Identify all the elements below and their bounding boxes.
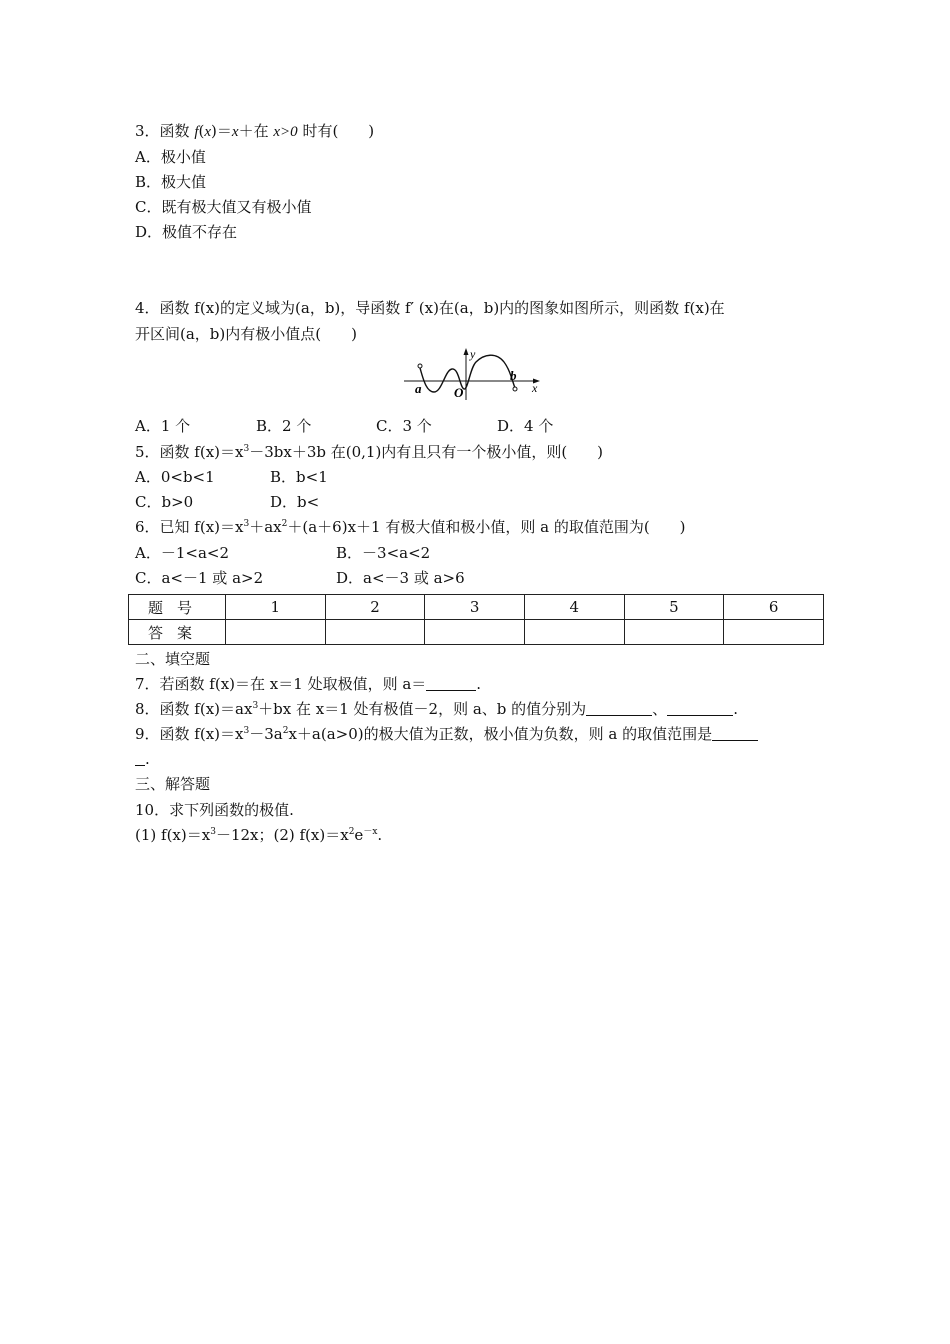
answer-cell[interactable] [724, 620, 824, 645]
q4-stem-line2: 开区间(a，b)内有极小值点( ) [135, 325, 357, 343]
section2-title: 二、填空题 [135, 650, 211, 668]
label-a: a [415, 381, 422, 396]
answer-table [128, 594, 824, 645]
q5-stem: 5．函数 $f(x)=x^3-3bx+3b$ 在(0,1)内有且只有一个极小值，则( ) [135, 443, 604, 461]
q9: 9．函数 $f(x)=x^3-3a^2x+a(a>0)$的极大值为正数，极小值为负数，则 a 的取值范围是 [135, 724, 758, 744]
q4-option-b: B．2 个 [256, 417, 312, 435]
q4-option-a: A．1 个 [135, 417, 191, 435]
q3-option-c: C．既有极大值又有极小值 [135, 198, 312, 216]
q6-option-a: A．－1<a<2 [135, 544, 229, 562]
table-cell: 3 [425, 595, 525, 620]
q6-option-b: B．－3<a<2 [336, 544, 431, 562]
table-header-answer: 答案 [129, 620, 226, 645]
table-cell: 5 [624, 595, 724, 620]
label-b: b [510, 368, 517, 383]
q4-option-d: D．4 个 [497, 417, 554, 435]
table-row [129, 620, 824, 645]
table-row [129, 595, 824, 620]
q8-blank-b[interactable] [667, 701, 733, 716]
label-y: y [470, 348, 476, 361]
answer-cell[interactable] [325, 620, 425, 645]
q3-stem: 3．函数 f(x)＝x＋在 x>0 时有( ) [135, 122, 375, 140]
q7-blank[interactable] [426, 676, 476, 691]
q3-option-b: B．极大值 [135, 173, 207, 191]
endpoint-b [513, 387, 517, 391]
q4-option-c: C．3 个 [376, 417, 432, 435]
endpoint-a [418, 364, 422, 368]
table-cell: 4 [524, 595, 624, 620]
derivative-graph [404, 348, 544, 400]
q6-stem: 6．已知 $f(x)=x^3+ax^2+(a+6)x+1$ 有极大值和极小值，则 a 的取值范围为( ) [135, 518, 686, 536]
label-x: x [532, 381, 538, 395]
q9-continuation: . [135, 749, 150, 769]
q9-blank-cont[interactable] [135, 751, 145, 766]
answer-cell[interactable] [425, 620, 525, 645]
q8-blank-a[interactable] [586, 701, 652, 716]
derivative-curve [420, 355, 515, 392]
q3-option-d: D．极值不存在 [135, 223, 238, 241]
q5-option-a: A．0<b<1 [135, 468, 215, 486]
q7: 7．若函数 f(x)＝在 x＝1 处取极值，则 a＝ . [135, 675, 482, 693]
y-axis-arrow [464, 348, 469, 355]
answer-cell[interactable] [226, 620, 326, 645]
q4-stem-line1: 4．函数 f(x)的定义域为(a，b)，导函数 f′ (x)在(a，b)内的图象如图所示，则函数 f(x)在 [135, 299, 725, 317]
q6-option-d: D．a<－3 或 a>6 [336, 569, 465, 587]
q5-option-c: C．b>0 [135, 493, 194, 511]
q8: 8．函数 $f(x)=ax^3+bx$ 在 x＝1 处有极值－2，则 a、b 的值分别为 、 . [135, 700, 738, 718]
q5-option-b: B．b<1 [270, 468, 328, 486]
q5-option-d: D．b< [270, 493, 320, 511]
answer-cell[interactable] [524, 620, 624, 645]
table-cell: 6 [724, 595, 824, 620]
label-origin: O [454, 385, 464, 400]
section3-title: 三、解答题 [135, 775, 211, 793]
table-header-number: 题号 [129, 595, 226, 620]
q6-option-c: C．a<－1 或 a>2 [135, 569, 264, 587]
table-cell: 2 [325, 595, 425, 620]
table-cell: 1 [226, 595, 326, 620]
q9-blank[interactable] [712, 726, 758, 741]
q3-option-a: A．极小值 [135, 148, 206, 166]
q10-stem: 10．求下列函数的极值. [135, 801, 294, 819]
q10-parts: (1) $f(x)=x^3-12x$；(2) $f(x)=x^2e^{-x}$. [135, 826, 383, 844]
answer-cell[interactable] [624, 620, 724, 645]
